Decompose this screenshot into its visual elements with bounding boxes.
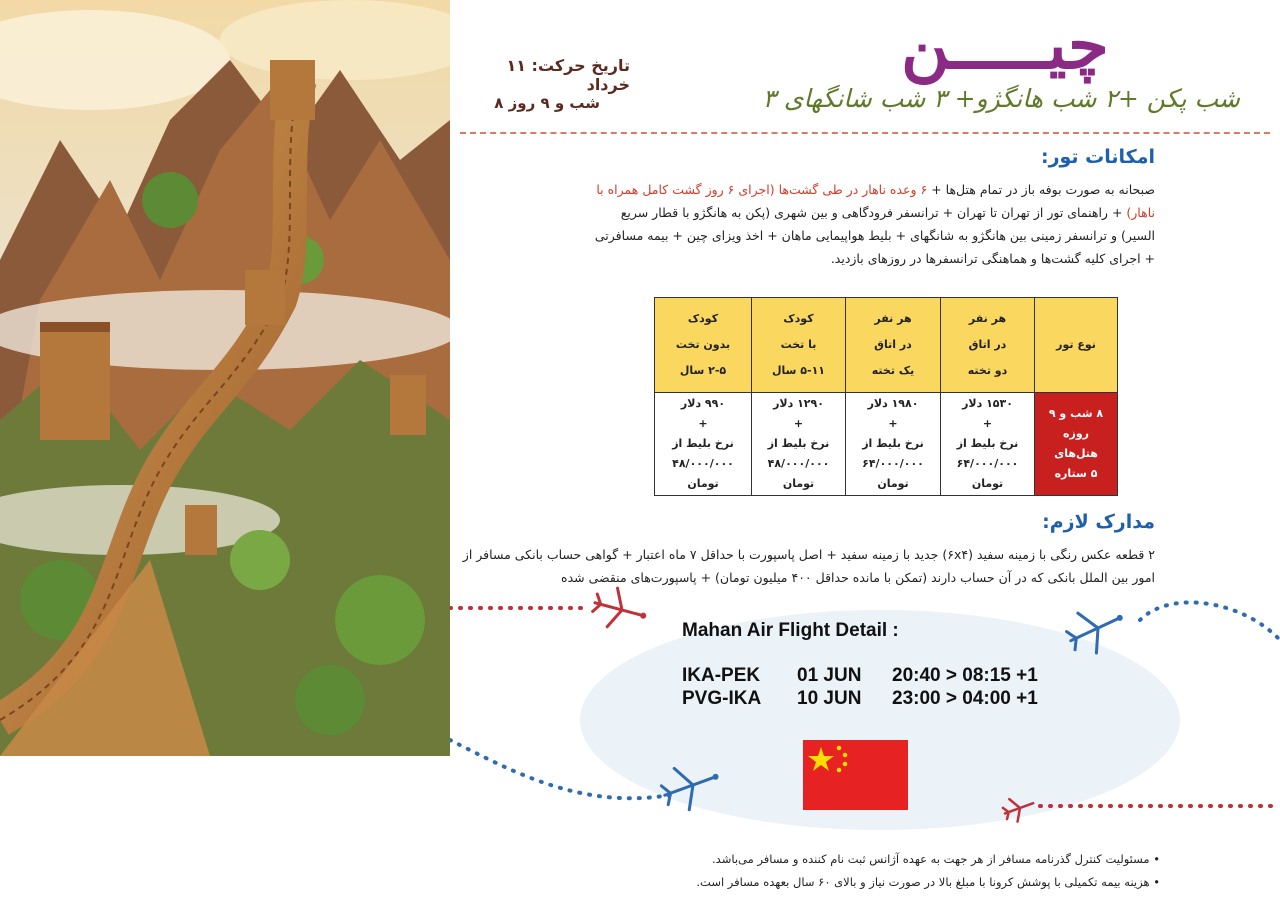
note-item: • مسئولیت کنترل گذرنامه مسافر از هر جهت به عهده آژانس ثبت نام کننده و مسافر می‌باشد.: [460, 848, 1160, 871]
flight-row: [682, 687, 1102, 710]
flight-route: IKA-PEK: [682, 665, 761, 686]
flight-time: 23:00 > 04:00 +1: [892, 688, 1038, 709]
airplane-icon: [590, 583, 652, 635]
ticket-label: نرخ بلیط از: [672, 437, 734, 450]
header-cell-text: کودک: [687, 312, 719, 325]
price-toman: ۴۸/۰۰۰/۰۰۰ تومان: [672, 457, 734, 490]
header-cell-text: کودک: [783, 312, 814, 325]
amenities-text-start: صبحانه به صورت بوفه باز در تمام هتل‌ها +: [927, 182, 1155, 197]
header-child-with-bed: [752, 298, 846, 393]
tour-type-cell: [1035, 393, 1118, 496]
header-cell-text: ۲-۵ سال: [679, 364, 727, 377]
amenities-lunch-highlight: ۶ وعده ناهار در طی گشت‌ها (اجرای ۶ روز گشت کامل همراه با ناهار): [596, 182, 1155, 220]
ticket-label: نرخ بلیط از: [956, 437, 1019, 450]
price-usd: ۱۲۹۰ دلار: [773, 397, 824, 410]
flight-detail-title: Mahan Air Flight Detail :: [682, 620, 899, 641]
price-table: [654, 297, 1118, 496]
price-toman: ۶۴/۰۰۰/۰۰۰ تومان: [862, 457, 924, 490]
small-star-icon: [843, 753, 848, 758]
departure-date: تاریخ حرکت: ۱۱ خرداد: [506, 56, 630, 94]
flight-date: 10 JUN: [797, 688, 862, 709]
flight-row: [682, 664, 1102, 687]
price-plus: +: [888, 417, 898, 430]
price-plus: +: [982, 417, 993, 430]
header-cell-text: بدون تخت: [675, 338, 731, 351]
price-usd: ۹۹۰ دلار: [680, 397, 726, 410]
header-cell-text: نوع تور: [1056, 338, 1096, 351]
amenities-heading: امکانات تور:: [1040, 146, 1155, 168]
note-item: • هزینه بیمه تکمیلی با پوشش کرونا با مبلغ بالا در صورت نیاز و بالای ۶۰ سال بعهده مسافر است.: [460, 871, 1160, 894]
amenities-text-end: + راهنمای تور از تهران تا تهران + ترانسفر فرودگاهی و بین شهری (پکن به هانگژو با قطار سریع السیر) و ترانسفر زمینی بین هانگژو به شانگهای + بلیط هواپیمایی ماهان + اخذ ویزای چین + بیمه مسافرتی + اجرای کلیه گشت‌ها و هماهنگی ترانسفرها در روزهای بازدید.: [594, 205, 1155, 266]
price-cell-child-bed: [752, 393, 846, 496]
price-plus: +: [698, 417, 708, 430]
price-plus: +: [793, 417, 804, 430]
price-usd: ۱۹۸۰ دلار: [867, 397, 919, 410]
price-usd: ۱۵۳۰ دلار: [962, 397, 1013, 410]
header-cell-text: هر نفر: [968, 312, 1007, 325]
header-child-no-bed: [655, 298, 752, 393]
china-flag: [803, 740, 908, 810]
flight-time: 20:40 > 08:15 +1: [892, 665, 1038, 686]
tour-type-text: ۸ شب و ۹ روزه: [1048, 407, 1104, 440]
small-star-icon: [837, 746, 842, 751]
header-cell-text: هر نفر: [874, 312, 912, 325]
header-cell-text: در اتاق: [968, 338, 1007, 351]
header-tour-type: [1035, 298, 1118, 393]
price-cell-double: [941, 393, 1035, 496]
small-star-icon: [837, 768, 842, 773]
header-cell-text: با تخت: [780, 338, 817, 351]
page-title: چیـــــن: [901, 6, 1109, 84]
tour-duration: ۸ شب و ۹ روز: [494, 94, 600, 112]
documents-text: ۲ قطعه عکس رنگی با زمینه سفید (۶x۴) جدید با زمینه سفید + اصل پاسپورت با حداقل ۷ ماه اعتبار + گواهی حساب بانکی مسافر از امور بین الملل بانکی که در آن حساب دارند (تمکن با مانده حداقل ۴۰۰ میلیون تومان) + پاسپورت‌های منقضی شده: [462, 547, 1155, 585]
notes-list: [460, 848, 1160, 894]
price-cell-single: [846, 393, 941, 496]
price-table-row: [655, 393, 1118, 496]
tour-type-text: ۵ ستاره: [1054, 467, 1098, 480]
flight-date: 01 JUN: [797, 665, 862, 686]
header-divider: [460, 132, 1270, 134]
dotted-path-blue: [1140, 602, 1278, 638]
great-wall-image: [0, 0, 450, 756]
tour-type-text: هتل‌های: [1054, 447, 1098, 460]
price-table-header-row: [655, 298, 1118, 393]
header-double-room: [941, 298, 1035, 393]
flight-detail: [682, 620, 1102, 710]
documents-heading: مدارک لازم:: [1042, 511, 1155, 533]
itinerary-subtitle: ۳ شب پکن +۲ شب هانگژو+ ۳ شب شانگهای: [762, 84, 1240, 113]
header-cell-text: دو تخته: [967, 364, 1008, 377]
header-single-room: [846, 298, 941, 393]
price-toman: ۶۴/۰۰۰/۰۰۰ تومان: [956, 457, 1019, 490]
ticket-label: نرخ بلیط از: [767, 437, 830, 450]
amenities-text: [590, 178, 1155, 270]
price-cell-child-nobed: [655, 393, 752, 496]
small-star-icon: [843, 762, 848, 767]
price-toman: ۴۸/۰۰۰/۰۰۰ تومان: [767, 457, 830, 490]
header-cell-text: ۵-۱۱ سال: [771, 364, 826, 377]
header-cell-text: در اتاق: [874, 338, 912, 351]
ticket-label: نرخ بلیط از: [862, 437, 924, 450]
header-cell-text: یک تخته: [871, 364, 915, 377]
flight-route: PVG-IKA: [682, 688, 762, 709]
